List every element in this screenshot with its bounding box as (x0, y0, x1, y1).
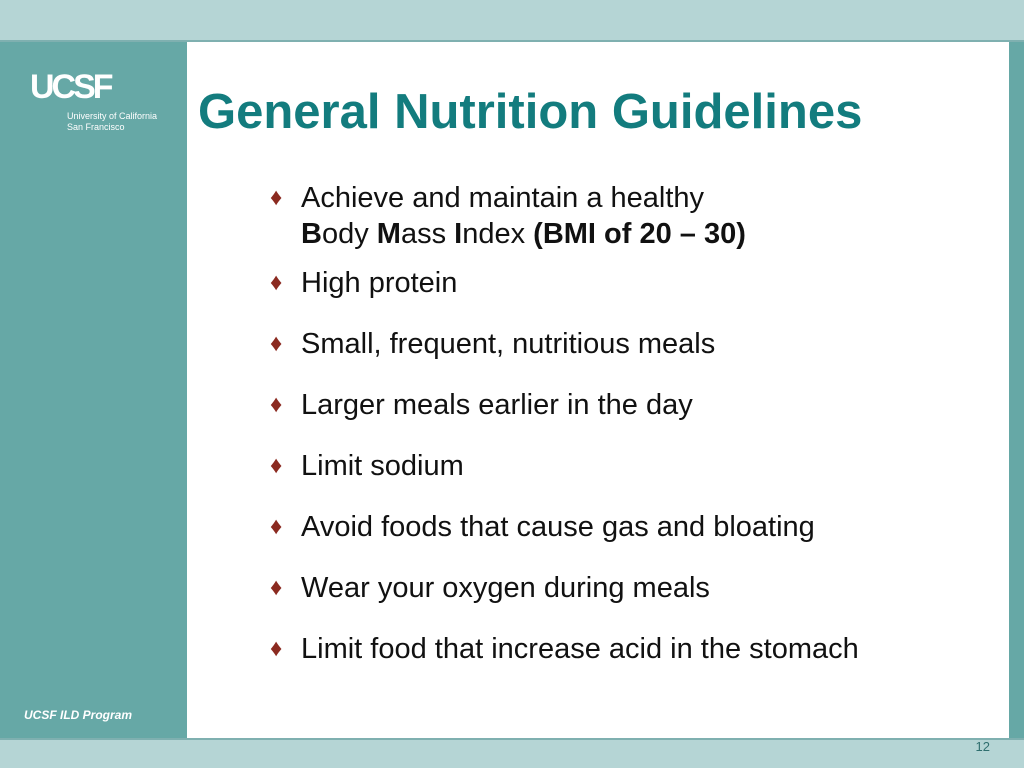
bullet-item (270, 265, 1000, 301)
bmi-b-letter: B (301, 218, 322, 250)
bullet-item (270, 570, 1000, 606)
bullet-item (270, 387, 1000, 423)
bullet-text: High protein (301, 267, 458, 299)
bullet-item (270, 448, 1000, 484)
bullet-list (270, 180, 1000, 667)
ucsf-logo (30, 70, 180, 140)
slide-title: General Nutrition Guidelines (198, 85, 863, 139)
bmi-range: (BMI of 20 – 30) (533, 218, 746, 250)
bottom-band (0, 738, 1024, 768)
bmi-b-rest: ody (321, 218, 377, 250)
bullet-text: Achieve and maintain a healthy (301, 182, 705, 214)
diamond-bullet-icon: ♦ (270, 635, 283, 662)
bullet-text: Wear your oxygen during meals (301, 572, 710, 604)
bullet-item (270, 631, 1000, 667)
diamond-bullet-icon: ♦ (270, 330, 283, 357)
diamond-bullet-icon: ♦ (270, 269, 283, 296)
bullet-text: Small, frequent, nutritious meals (301, 328, 716, 360)
diamond-bullet-icon: ♦ (270, 452, 283, 479)
bullet-text: Limit sodium (301, 450, 464, 482)
bmi-i-letter: I (454, 218, 463, 250)
right-edge-strip (1009, 42, 1024, 738)
top-band (0, 0, 1024, 42)
bullet-text: Larger meals earlier in the day (301, 389, 693, 421)
diamond-bullet-icon: ♦ (270, 184, 283, 211)
diamond-bullet-icon: ♦ (270, 513, 283, 540)
sidebar-panel (0, 42, 187, 738)
bullet-text: Limit food that increase acid in the stomach (301, 633, 859, 665)
footer-program: UCSF ILD Program (24, 708, 133, 722)
page-number: 12 (975, 739, 990, 754)
diamond-bullet-icon: ♦ (270, 574, 283, 601)
diamond-bullet-icon: ♦ (270, 391, 283, 418)
ucsf-logo-campus: San Francisco (67, 122, 125, 132)
bullet-item (270, 326, 1000, 362)
bmi-m-letter: M (376, 218, 401, 250)
ucsf-logo-mark: UCSF (30, 68, 111, 106)
bullet-text: Avoid foods that cause gas and bloating (301, 511, 815, 543)
bmi-i-rest: ndex (462, 218, 534, 250)
bmi-m-rest: ass (400, 218, 455, 250)
ucsf-logo-university: University of California (67, 111, 158, 121)
bullet-item (270, 180, 1000, 252)
bullet-item (270, 509, 1000, 545)
